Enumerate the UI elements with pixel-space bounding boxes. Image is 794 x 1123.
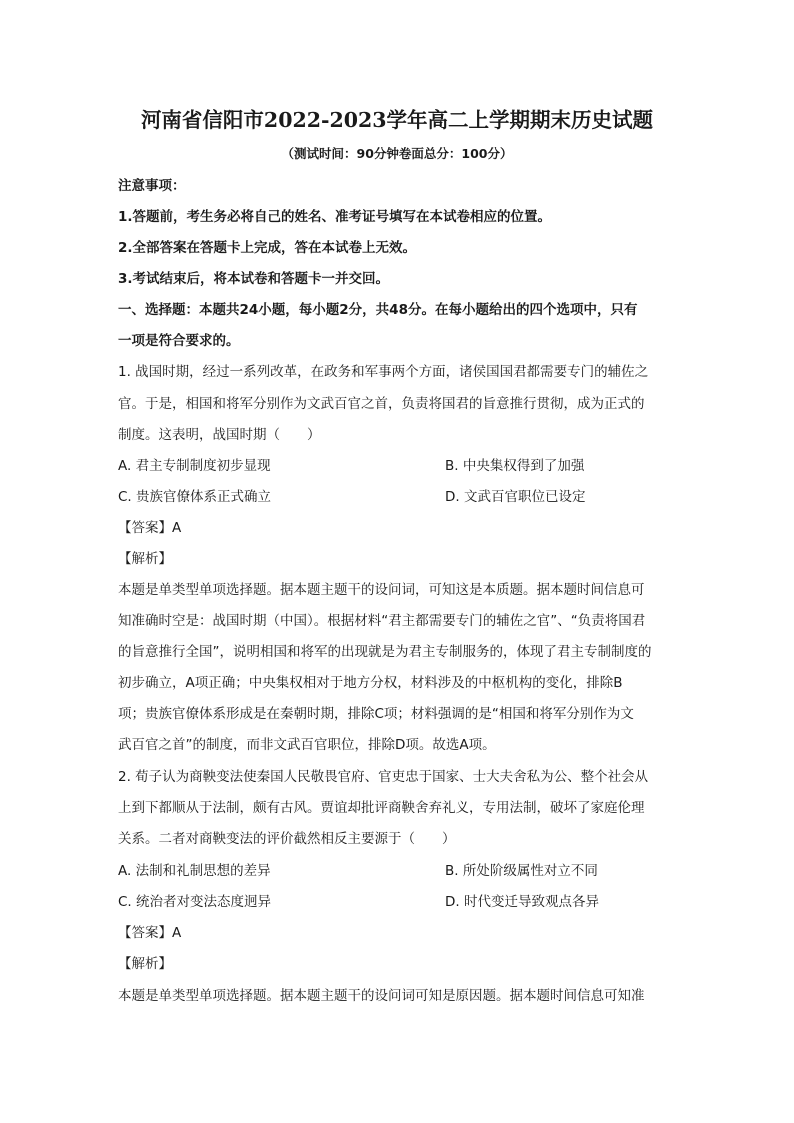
notice-item: 1.答题前，考生务必将自己的姓名、准考证号填写在本试卷相应的位置。	[118, 209, 552, 225]
option-b: B. 所处阶级属性对立不同	[445, 863, 598, 879]
analysis-heading: 【解析】	[118, 551, 172, 567]
section-heading: 一、选择题：本题共24小题，每小题2分，共48分。在每小题给出的四个选项中，只有	[118, 302, 638, 318]
option-d: D. 时代变迁导致观点各异	[445, 894, 599, 910]
question-stem: 2. 荀子认为商鞅变法使秦国人民敬畏官府、官吏忠于国家、士大夫舍私为公、整个社会从	[118, 769, 649, 785]
notice-heading: 注意事项：	[118, 178, 186, 194]
option-b: B. 中央集权得到了加强	[445, 458, 585, 474]
analysis-heading: 【解析】	[118, 956, 172, 972]
analysis-text: 本题是单类型单项选择题。据本题主题干的设问词，可知这是本质题。据本题时间信息可	[118, 582, 645, 598]
question-stem: 官。于是，相国和将军分别作为文武百官之首，负责将国君的旨意推行贯彻，成为正式的	[118, 396, 645, 412]
answer: 【答案】A	[118, 925, 182, 941]
analysis-text: 项；贵族官僚体系形成是在秦朝时期，排除C项；材料强调的是“相国和将军分别作为文	[118, 706, 634, 722]
notice-item: 3.考试结束后，将本试卷和答题卡一并交回。	[118, 271, 390, 287]
option-c: C. 贵族官僚体系正式确立	[118, 489, 272, 505]
analysis-text: 本题是单类型单项选择题。据本题主题干的设问词可知是原因题。据本题时间信息可知准	[118, 988, 645, 1004]
option-d: D. 文武百官职位已设定	[445, 489, 586, 505]
option-a: A. 法制和礼制思想的差异	[118, 863, 271, 879]
notice-item: 2.全部答案在答题卡上完成，答在本试卷上无效。	[118, 240, 417, 256]
question-stem: 制度。这表明，战国时期（ ）	[118, 427, 321, 443]
section-heading: 一项是符合要求的。	[118, 333, 240, 349]
analysis-text: 的旨意推行全国”，说明相国和将军的出现就是为君主专制服务的，体现了君主专制制度的	[118, 644, 652, 660]
page-title: 河南省信阳市2022-2023学年高二上学期期末历史试题	[140, 108, 654, 132]
option-c: C. 统治者对变法态度迥异	[118, 894, 272, 910]
question-stem: 关系。二者对商鞅变法的评价截然相反主要源于（ ）	[118, 831, 456, 847]
question-stem: 上到下都顺从于法制，颇有古风。贾谊却批评商鞅舍弃礼义，专用法制，破坏了家庭伦理	[118, 800, 645, 816]
answer: 【答案】A	[118, 520, 182, 536]
analysis-text: 初步确立，A项正确；中央集权相对于地方分权，材料涉及的中枢机构的变化，排除B	[118, 675, 623, 691]
exam-info: （测试时间：90分钟卷面总分：100分）	[281, 146, 513, 161]
analysis-text: 知准确时空是：战国时期（中国）。根据材料“君主都需要专门的辅佐之官”、“负责将国君	[118, 613, 646, 629]
analysis-text: 武百官之首”的制度，而非文武百官职位，排除D项。故选A项。	[118, 737, 496, 753]
option-a: A. 君主专制制度初步显现	[118, 458, 271, 474]
question-stem: 1. 战国时期，经过一系列改革，在政务和军事两个方面，诸侯国国君都需要专门的辅佐之	[118, 364, 649, 380]
